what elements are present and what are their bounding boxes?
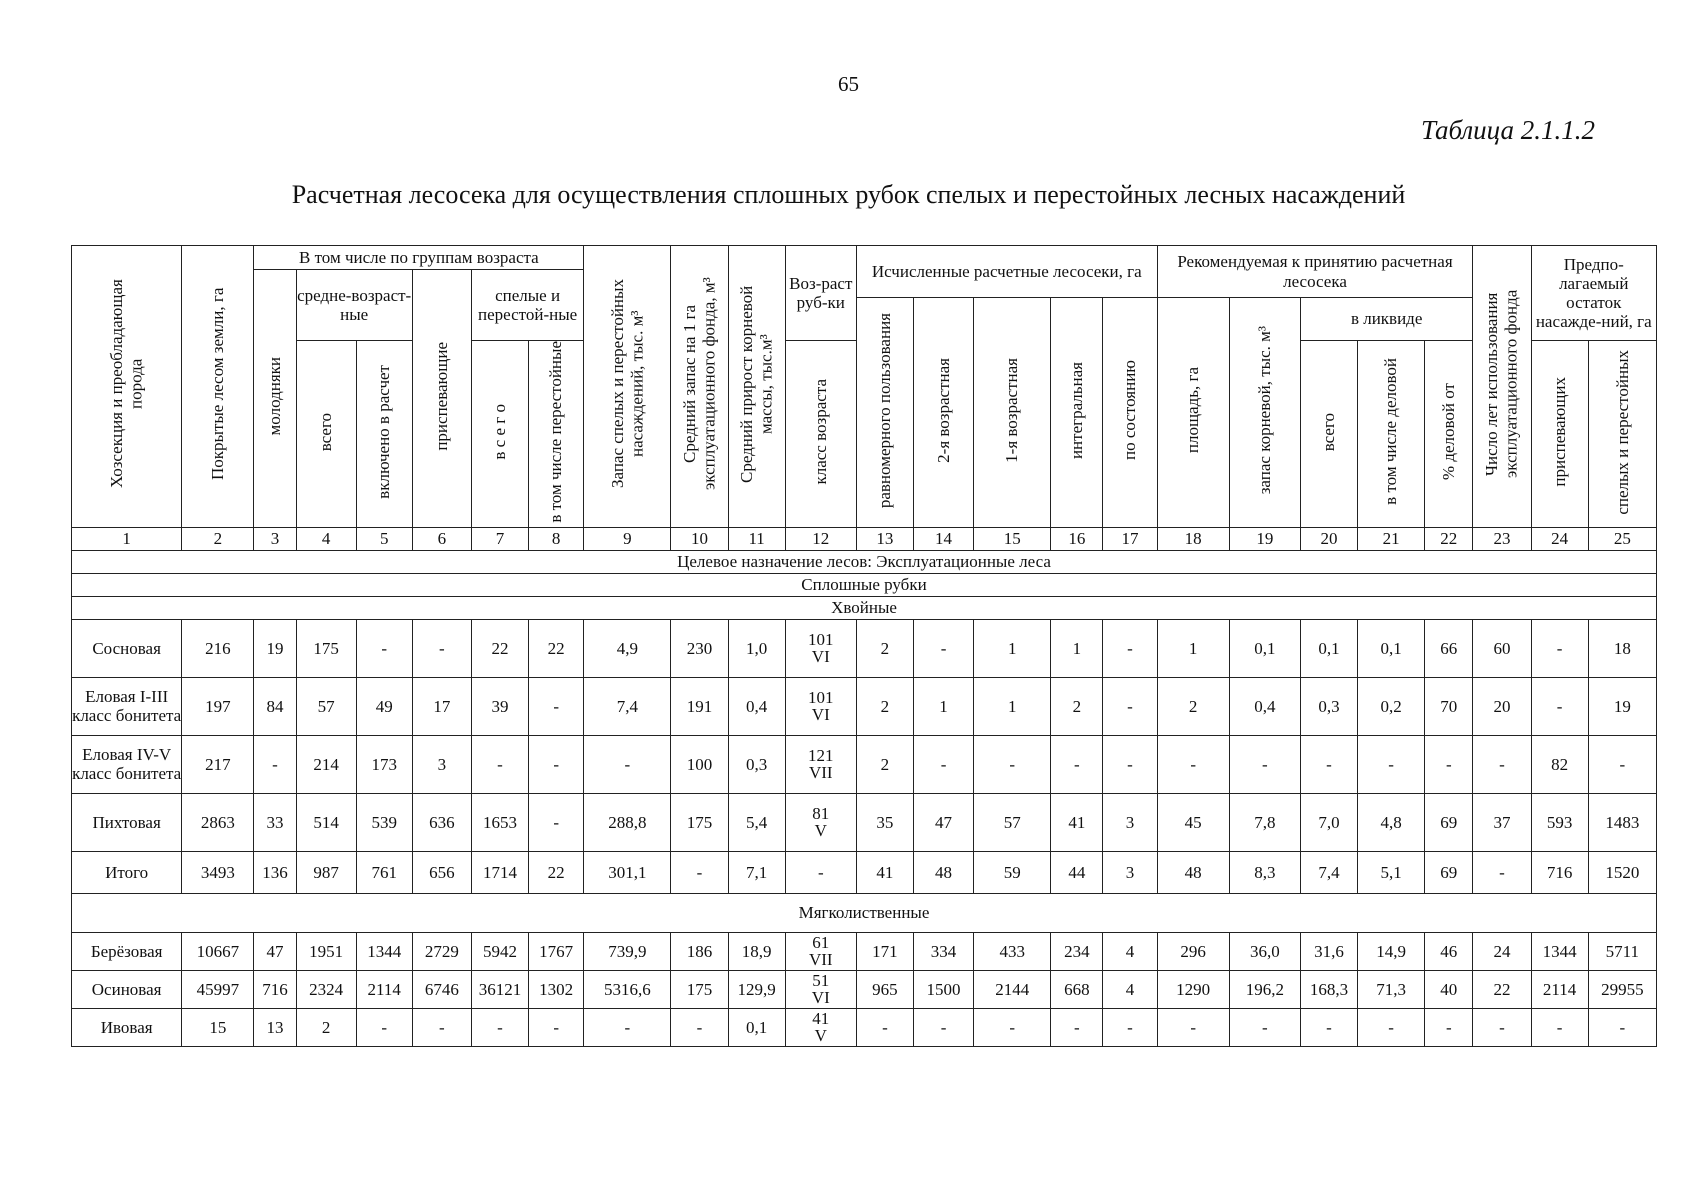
data-cell: 214 <box>296 735 356 793</box>
data-cell: 2 <box>856 735 913 793</box>
data-cell: 0,1 <box>1229 619 1300 677</box>
data-cell: 175 <box>296 619 356 677</box>
column-number: 24 <box>1531 527 1588 550</box>
data-cell: 36121 <box>471 970 528 1008</box>
column-number: 6 <box>412 527 471 550</box>
data-cell: 35 <box>856 793 913 851</box>
species-name: Еловая I-III класс бонитета <box>72 677 182 735</box>
data-cell: - <box>1358 1008 1425 1046</box>
data-cell: 5,4 <box>728 793 785 851</box>
data-cell: - <box>1531 1008 1588 1046</box>
data-cell: 49 <box>356 677 412 735</box>
data-cell: - <box>1473 735 1531 793</box>
data-cell: 186 <box>671 932 728 970</box>
data-cell: 41 <box>1051 793 1103 851</box>
data-cell: 1 <box>1157 619 1229 677</box>
column-number: 16 <box>1051 527 1103 550</box>
soft-row <box>72 1008 1657 1046</box>
data-cell: 100 <box>671 735 728 793</box>
data-cell: 15 <box>182 1008 254 1046</box>
header-mature: спелые и перестой-ные <box>471 270 583 341</box>
header-mature-total: в с е г о <box>471 341 528 528</box>
data-cell: - <box>913 735 973 793</box>
data-cell: 0,3 <box>728 735 785 793</box>
data-cell: 1344 <box>1531 932 1588 970</box>
data-cell: 48 <box>1157 851 1229 893</box>
header-liquid: в ликвиде <box>1300 298 1472 341</box>
data-cell: 2 <box>296 1008 356 1046</box>
column-number: 8 <box>529 527 584 550</box>
data-cell: 1520 <box>1588 851 1656 893</box>
data-cell: 47 <box>254 932 296 970</box>
data-cell: 197 <box>182 677 254 735</box>
column-number: 25 <box>1588 527 1656 550</box>
species-name: Итого <box>72 851 182 893</box>
header-middle-total: всего <box>296 341 356 528</box>
data-cell: 716 <box>254 970 296 1008</box>
data-cell: 668 <box>1051 970 1103 1008</box>
cut-age-value: 101 <box>808 630 834 650</box>
age-class-value: VII <box>808 950 833 970</box>
data-cell: 0,1 <box>1358 619 1425 677</box>
data-cell: 7,8 <box>1229 793 1300 851</box>
data-cell: - <box>671 851 728 893</box>
data-cell: 433 <box>974 932 1051 970</box>
age-class-cell <box>785 970 856 1008</box>
column-number: 2 <box>182 527 254 550</box>
data-cell: 3 <box>1103 793 1157 851</box>
data-cell: 301,1 <box>584 851 671 893</box>
species-name: Ивовая <box>72 1008 182 1046</box>
soft-row <box>72 970 1657 1008</box>
data-cell: 1344 <box>356 932 412 970</box>
column-number: 19 <box>1229 527 1300 550</box>
data-cell: - <box>1473 851 1531 893</box>
data-cell: 44 <box>1051 851 1103 893</box>
column-number: 18 <box>1157 527 1229 550</box>
data-cell: 10667 <box>182 932 254 970</box>
data-cell: - <box>1229 1008 1300 1046</box>
cut-age-value: 101 <box>808 688 834 708</box>
header-age-class: класс возраста <box>785 341 856 528</box>
data-cell: - <box>913 1008 973 1046</box>
data-cell: - <box>529 677 584 735</box>
data-cell: 20 <box>1473 677 1531 735</box>
data-cell: 57 <box>296 677 356 735</box>
header-cut-age: Воз-раст руб-ки <box>785 246 856 341</box>
header-species: Хозсекция и преобладающая порода <box>72 246 182 528</box>
soft-row <box>72 932 1657 970</box>
data-cell: 1 <box>974 619 1051 677</box>
data-cell: 45997 <box>182 970 254 1008</box>
data-cell: 196,2 <box>1229 970 1300 1008</box>
data-cell: 48 <box>913 851 973 893</box>
data-cell: 70 <box>1425 677 1473 735</box>
section-purpose-row <box>72 550 1657 573</box>
header-middle-incl: включено в расчет <box>356 341 412 528</box>
group-conifer-row <box>72 596 1657 619</box>
data-cell: 2 <box>1157 677 1229 735</box>
age-class-cell <box>785 735 856 793</box>
data-cell: - <box>529 735 584 793</box>
header-liq-pct: % деловой от <box>1425 341 1473 528</box>
data-cell: 761 <box>356 851 412 893</box>
data-cell: 173 <box>356 735 412 793</box>
header-liq-business: в том числе деловой <box>1358 341 1425 528</box>
age-class-value: VII <box>808 763 833 783</box>
data-cell: 234 <box>1051 932 1103 970</box>
data-cell: 40 <box>1425 970 1473 1008</box>
data-cell: - <box>856 1008 913 1046</box>
data-cell: 2 <box>1051 677 1103 735</box>
data-cell: - <box>974 735 1051 793</box>
data-cell: 18,9 <box>728 932 785 970</box>
data-cell: 39 <box>471 677 528 735</box>
header-mature-over: в том числе перестойные <box>529 341 584 528</box>
column-number: 9 <box>584 527 671 550</box>
data-cell: 191 <box>671 677 728 735</box>
data-cell: 656 <box>412 851 471 893</box>
column-number: 12 <box>785 527 856 550</box>
species-name: Осиновая <box>72 970 182 1008</box>
species-name: Пихтовая <box>72 793 182 851</box>
data-cell: - <box>584 1008 671 1046</box>
data-cell: 1951 <box>296 932 356 970</box>
data-cell: - <box>254 735 296 793</box>
conifer-row <box>72 735 1657 793</box>
column-number: 14 <box>913 527 973 550</box>
data-cell: - <box>1531 677 1588 735</box>
data-cell: 18 <box>1588 619 1656 677</box>
data-cell: - <box>1103 619 1157 677</box>
data-cell: - <box>1157 1008 1229 1046</box>
age-class-cell <box>785 851 856 893</box>
data-cell: 1302 <box>529 970 584 1008</box>
section-cut-row-cell: Сплошные рубки <box>72 573 1657 596</box>
data-cell: 46 <box>1425 932 1473 970</box>
data-cell: 17 <box>412 677 471 735</box>
header-rec: Рекомендуемая к принятию расчетная лесосека <box>1157 246 1473 298</box>
data-cell: - <box>1588 735 1656 793</box>
data-cell: 5942 <box>471 932 528 970</box>
column-number: 5 <box>356 527 412 550</box>
data-cell: 24 <box>1473 932 1531 970</box>
data-cell: 4 <box>1103 932 1157 970</box>
group-conifer-row-cell: Хвойные <box>72 596 1657 619</box>
cut-age-value: 121 <box>808 746 834 766</box>
header-avg-stock: Средний запас на 1 га эксплуатационного фонда, м³ <box>671 246 728 528</box>
data-cell: 334 <box>913 932 973 970</box>
data-cell: - <box>1103 1008 1157 1046</box>
data-cell: - <box>1425 735 1473 793</box>
data-cell: 60 <box>1473 619 1531 677</box>
data-cell: 22 <box>1473 970 1531 1008</box>
data-cell: 4,8 <box>1358 793 1425 851</box>
header-calc-uniform: равномерного пользования <box>856 298 913 528</box>
data-cell: - <box>412 619 471 677</box>
cut-age-value: 51 <box>812 971 830 991</box>
cut-age-value: 41 <box>812 1009 830 1029</box>
column-number: 15 <box>974 527 1051 550</box>
species-name: Сосновая <box>72 619 182 677</box>
data-cell: 5711 <box>1588 932 1656 970</box>
data-cell: 1 <box>913 677 973 735</box>
data-cell: - <box>1531 619 1588 677</box>
data-cell: 514 <box>296 793 356 851</box>
data-cell: 7,4 <box>584 677 671 735</box>
data-cell: 0,4 <box>728 677 785 735</box>
data-cell: - <box>1358 735 1425 793</box>
table-label: Таблица 2.1.1.2 <box>1420 115 1595 145</box>
data-cell: - <box>1473 1008 1531 1046</box>
data-cell: 69 <box>1425 793 1473 851</box>
conifer-row <box>72 619 1657 677</box>
data-cell: - <box>974 1008 1051 1046</box>
data-cell: 7,1 <box>728 851 785 893</box>
data-cell: 230 <box>671 619 728 677</box>
data-cell: 45 <box>1157 793 1229 851</box>
data-cell: 0,1 <box>728 1008 785 1046</box>
age-class-cell <box>785 932 856 970</box>
data-cell: 136 <box>254 851 296 893</box>
data-cell: 1290 <box>1157 970 1229 1008</box>
header-remain-mature: спелых и перестойных <box>1588 341 1656 528</box>
header-middle: средне-возраст-ные <box>296 270 412 341</box>
data-cell: 593 <box>1531 793 1588 851</box>
data-cell: - <box>529 1008 584 1046</box>
data-cell: 987 <box>296 851 356 893</box>
data-cell: 129,9 <box>728 970 785 1008</box>
data-cell: 3 <box>412 735 471 793</box>
data-cell: 175 <box>671 793 728 851</box>
data-cell: 47 <box>913 793 973 851</box>
data-cell: 1767 <box>529 932 584 970</box>
data-cell: 5316,6 <box>584 970 671 1008</box>
cut-age-value: - <box>817 862 824 882</box>
header-stock: Запас спелых и перестойных насаждений, тыс. м³ <box>584 246 671 528</box>
data-cell: 36,0 <box>1229 932 1300 970</box>
column-number: 7 <box>471 527 528 550</box>
data-cell: 8,3 <box>1229 851 1300 893</box>
data-cell: 0,2 <box>1358 677 1425 735</box>
age-class-cell <box>785 619 856 677</box>
species-name: Еловая IV-V класс бонитета <box>72 735 182 793</box>
data-cell: 14,9 <box>1358 932 1425 970</box>
header-calc-integral: интегральная <box>1051 298 1103 528</box>
data-cell: - <box>671 1008 728 1046</box>
column-number: 4 <box>296 527 356 550</box>
data-cell: 1 <box>974 677 1051 735</box>
column-number: 23 <box>1473 527 1531 550</box>
data-cell: 31,6 <box>1300 932 1357 970</box>
page-number: 65 <box>838 72 859 96</box>
data-cell: 22 <box>529 619 584 677</box>
header-young: молодняки <box>254 270 296 528</box>
data-cell: 71,3 <box>1358 970 1425 1008</box>
data-cell: 1,0 <box>728 619 785 677</box>
data-cell: 6746 <box>412 970 471 1008</box>
header-calc-age2: 2-я возрастная <box>913 298 973 528</box>
data-cell: 539 <box>356 793 412 851</box>
data-cell: - <box>412 1008 471 1046</box>
conifer-row <box>72 793 1657 851</box>
header-ripening: приспевающие <box>412 270 471 528</box>
age-class-value: V <box>814 1026 827 1046</box>
total-row <box>72 851 1657 893</box>
header-calc-state: по состоянию <box>1103 298 1157 528</box>
column-number: 11 <box>728 527 785 550</box>
data-cell: - <box>913 619 973 677</box>
data-cell: 2 <box>856 677 913 735</box>
header-age-groups: В том числе по группам возраста <box>254 246 584 270</box>
data-cell: 2324 <box>296 970 356 1008</box>
data-cell: - <box>1300 735 1357 793</box>
cut-age-value: 81 <box>812 804 830 824</box>
data-cell: 19 <box>1588 677 1656 735</box>
group-soft-row <box>72 893 1657 932</box>
header-years: Число лет использования эксплуатационного фонда <box>1473 246 1531 528</box>
data-cell: 0,4 <box>1229 677 1300 735</box>
data-cell: - <box>471 735 528 793</box>
data-cell: 288,8 <box>584 793 671 851</box>
data-cell: 168,3 <box>1300 970 1357 1008</box>
data-cell: - <box>1103 735 1157 793</box>
data-cell: 4,9 <box>584 619 671 677</box>
group-soft-row-cell: Мягколиственные <box>72 893 1657 932</box>
data-cell: - <box>584 735 671 793</box>
data-cell: 3 <box>1103 851 1157 893</box>
data-cell: 175 <box>671 970 728 1008</box>
data-cell: 217 <box>182 735 254 793</box>
data-cell: 4 <box>1103 970 1157 1008</box>
age-class-cell <box>785 677 856 735</box>
data-cell: 82 <box>1531 735 1588 793</box>
data-cell: 1483 <box>1588 793 1656 851</box>
data-cell: 29955 <box>1588 970 1656 1008</box>
column-number: 1 <box>72 527 182 550</box>
conifer-row <box>72 677 1657 735</box>
data-cell: - <box>356 619 412 677</box>
header-remain-ripening: приспевающих <box>1531 341 1588 528</box>
data-cell: 2114 <box>1531 970 1588 1008</box>
data-cell: 7,0 <box>1300 793 1357 851</box>
column-number: 20 <box>1300 527 1357 550</box>
data-cell: - <box>1103 677 1157 735</box>
data-cell: - <box>1588 1008 1656 1046</box>
data-cell: 1653 <box>471 793 528 851</box>
data-cell: 965 <box>856 970 913 1008</box>
data-cell: 3493 <box>182 851 254 893</box>
column-number: 3 <box>254 527 296 550</box>
data-cell: 66 <box>1425 619 1473 677</box>
species-name: Берёзовая <box>72 932 182 970</box>
data-cell: 296 <box>1157 932 1229 970</box>
data-cell: - <box>1157 735 1229 793</box>
age-class-value: VI <box>811 705 830 725</box>
data-cell: 2144 <box>974 970 1051 1008</box>
cut-age-value: 61 <box>812 933 830 953</box>
column-number: 17 <box>1103 527 1157 550</box>
column-number: 10 <box>671 527 728 550</box>
data-cell: 636 <box>412 793 471 851</box>
age-class-value: VI <box>811 647 830 667</box>
data-cell: 2 <box>856 619 913 677</box>
data-cell: 0,1 <box>1300 619 1357 677</box>
header-calc-age1: 1-я возрастная <box>974 298 1051 528</box>
data-cell: 739,9 <box>584 932 671 970</box>
data-cell: 22 <box>471 619 528 677</box>
section-cut-row <box>72 573 1657 596</box>
data-cell: 41 <box>856 851 913 893</box>
data-cell: - <box>1051 735 1103 793</box>
data-cell: 2863 <box>182 793 254 851</box>
column-number: 21 <box>1358 527 1425 550</box>
data-cell: - <box>471 1008 528 1046</box>
data-cell: 84 <box>254 677 296 735</box>
data-cell: 1 <box>1051 619 1103 677</box>
age-class-cell <box>785 793 856 851</box>
data-cell: 57 <box>974 793 1051 851</box>
data-cell: 2729 <box>412 932 471 970</box>
header-remain: Предпо-лагаемый остаток насажде-ний, га <box>1531 246 1656 341</box>
data-cell: 37 <box>1473 793 1531 851</box>
data-cell: 216 <box>182 619 254 677</box>
section-purpose-row-cell: Целевое назначение лесов: Эксплуатационные леса <box>72 550 1657 573</box>
table-title: Расчетная лесосека для осуществления сплошных рубок спелых и перестойных лесных насаждений <box>291 180 1406 209</box>
data-cell: - <box>1300 1008 1357 1046</box>
data-cell: 7,4 <box>1300 851 1357 893</box>
data-cell: 59 <box>974 851 1051 893</box>
header-calc: Исчисленные расчетные лесосеки, га <box>856 246 1157 298</box>
column-numbers-row <box>72 527 1657 550</box>
data-cell: - <box>1229 735 1300 793</box>
column-number: 13 <box>856 527 913 550</box>
age-class-value: V <box>814 821 827 841</box>
data-cell: - <box>356 1008 412 1046</box>
data-cell: - <box>529 793 584 851</box>
data-cell: - <box>1051 1008 1103 1046</box>
data-cell: 69 <box>1425 851 1473 893</box>
data-cell: 1714 <box>471 851 528 893</box>
data-cell: 171 <box>856 932 913 970</box>
header-rec-stock: запас корневой, тыс. м³ <box>1229 298 1300 528</box>
data-cell: 22 <box>529 851 584 893</box>
column-number: 22 <box>1425 527 1473 550</box>
data-cell: 5,1 <box>1358 851 1425 893</box>
data-cell: - <box>1425 1008 1473 1046</box>
data-cell: 0,3 <box>1300 677 1357 735</box>
age-class-value: VI <box>811 988 830 1008</box>
header-liq-total: всего <box>1300 341 1357 528</box>
data-cell: 2114 <box>356 970 412 1008</box>
data-cell: 1500 <box>913 970 973 1008</box>
header-forested: Покрытые лесом земли, га <box>182 246 254 528</box>
age-class-cell <box>785 1008 856 1046</box>
data-cell: 19 <box>254 619 296 677</box>
data-cell: 716 <box>1531 851 1588 893</box>
data-cell: 33 <box>254 793 296 851</box>
forest-cutting-table <box>71 245 1657 1047</box>
header-row-1 <box>72 246 1657 270</box>
header-avg-growth: Средний прирост корневой массы, тыс.м³ <box>728 246 785 528</box>
data-cell: 13 <box>254 1008 296 1046</box>
header-rec-area: площадь, га <box>1157 298 1229 528</box>
